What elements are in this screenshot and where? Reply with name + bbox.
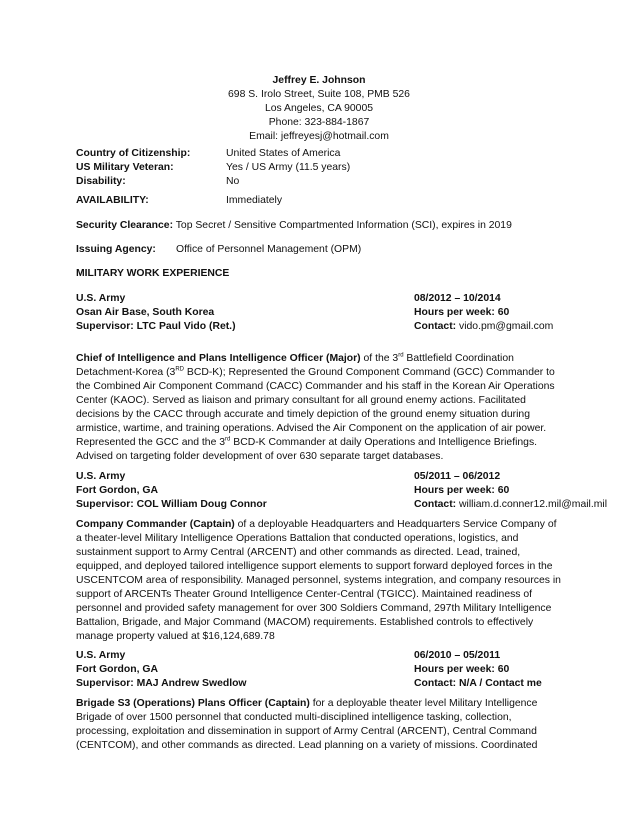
desc-line: the Combined Air Component Command (CACC) Commander and his staff in the Korean Air Operations	[76, 381, 555, 392]
fact-veteran	[76, 161, 566, 175]
desc-text: of a deployable Headquarters and Headquarters Service Company of	[234, 519, 557, 530]
desc-text: Detachment-Korea (3	[76, 367, 176, 378]
job-location: Osan Air Base, South Korea	[76, 307, 215, 318]
desc-line: manage property valued at $16,124,689.78	[76, 631, 275, 642]
clearance-row	[76, 219, 566, 233]
job-entry	[76, 649, 566, 691]
clearance-value: Top Secret / Sensitive Compartmented Information (SCI), expires in 2019	[173, 220, 512, 231]
desc-line: armistice, wartime, and training operations. Advised the Air Component on the application of air power.	[76, 423, 547, 434]
address-line-1: 698 S. Irolo Street, Suite 108, PMB 526	[228, 89, 410, 100]
desc-line: processing, exploitation and dissemination in support of Army Central (ARCENT), Central Command	[76, 726, 537, 737]
availability-row	[76, 194, 566, 208]
address-line-2: Los Angeles, CA 90005	[264, 103, 374, 114]
desc-line: decisions by the CACC through accurate and timely depiction of the ground enemy situation during	[76, 409, 530, 420]
desc-line: sustainment support to Army Central (ARCENT) and other commands as directed. Lead, trained,	[76, 547, 521, 558]
section-title: MILITARY WORK EXPERIENCE	[76, 268, 230, 279]
candidate-name: Jeffrey E. Johnson	[272, 75, 366, 86]
section-heading	[76, 267, 566, 281]
fact-value: No	[226, 176, 240, 187]
desc-line: support of ARCENTs Theater Ground Intelligence Center-Central (TGICC). Maintained readiness of	[76, 589, 533, 600]
fact-label: Disability:	[76, 176, 126, 187]
fact-label: US Military Veteran:	[76, 162, 174, 173]
agency-label: Issuing Agency:	[76, 244, 156, 255]
fact-value: Yes / US Army (11.5 years)	[226, 162, 351, 173]
desc-sup: rd	[398, 352, 404, 359]
phone-line: Phone: 323-884-1867	[268, 117, 370, 128]
desc-line: USCENTCOM area of responsibility. Managed personnel, systems integration, and company resources in	[76, 575, 561, 586]
desc-line: Brigade of over 1500 personnel that conducted multi-disciplined intelligence tasking, collection,	[76, 712, 512, 723]
desc-line: personnel and provided safety management for over 300 Soldiers Command, 297th Military Intelligence	[76, 603, 552, 614]
job-hours: Hours per week: 60	[414, 664, 510, 675]
desc-text: Represented the GCC and the 3	[76, 437, 226, 448]
job-title: Chief of Intelligence and Plans Intelligence Officer (Major)	[76, 353, 361, 364]
desc-line: (CENTCOM), and other commands as directed. Lead planning on a variety of missions. Coordinated	[76, 740, 538, 751]
fact-value: United States of America	[226, 148, 341, 159]
availability-value: Immediately	[226, 195, 283, 206]
job-location: Fort Gordon, GA	[76, 664, 158, 675]
facts-block	[76, 147, 566, 189]
job-title: Brigade S3 (Operations) Plans Officer (Captain)	[76, 698, 310, 709]
job-dates: 05/2011 – 06/2012	[414, 471, 501, 482]
clearance-label: Security Clearance:	[76, 220, 174, 231]
job-org: U.S. Army	[76, 471, 126, 482]
job-contact-label: Contact: N/A / Contact me	[414, 678, 542, 689]
job-contact-value: vido.pm@gmail.com	[456, 321, 554, 332]
job-description	[76, 697, 558, 753]
desc-line: Advised on targeting folder development of over 630 separate target databases.	[76, 451, 444, 462]
job-org: U.S. Army	[76, 293, 126, 304]
desc-line: Center (KAOC). Served as liaison and primary consultant for all ground enemy actions. Facilitated	[76, 395, 526, 406]
desc-text: for a deployable theater level Military Intelligence	[309, 698, 538, 709]
desc-line: Battalion, Brigade, and Major Command (MACOM) requirements. Established controls to effectively	[76, 617, 534, 628]
agency-value: Office of Personnel Management (OPM)	[176, 244, 362, 255]
fact-label: Country of Citizenship:	[76, 148, 191, 159]
job-description	[76, 518, 561, 644]
job-contact-value: william.d.conner12.mil@mail.mil	[456, 499, 607, 510]
job-contact-label: Contact:	[414, 321, 457, 332]
desc-text: BCD-K Commander at daily Operations and Intelligence Briefings.	[230, 437, 538, 448]
job-hours: Hours per week: 60	[414, 307, 510, 318]
email-line: Email: jeffreyesj@hotmail.com	[249, 131, 389, 142]
job-title: Company Commander (Captain)	[76, 519, 235, 530]
job-dates: 06/2010 – 05/2011	[414, 650, 501, 661]
fact-citizenship	[76, 147, 566, 161]
job-entry	[76, 470, 607, 512]
job-supervisor: Supervisor: COL William Doug Connor	[76, 499, 267, 510]
desc-text: of the 3	[360, 353, 399, 364]
desc-sup: RD	[175, 366, 185, 373]
fact-disability	[76, 175, 566, 189]
job-contact-label: Contact:	[414, 499, 457, 510]
desc-line: a theater-level Military Intelligence Operations Battalion that conducted operations, logistics, and	[76, 533, 519, 544]
job-dates: 08/2012 – 10/2014	[414, 293, 501, 304]
job-hours: Hours per week: 60	[414, 485, 510, 496]
job-supervisor: Supervisor: LTC Paul Vido (Ret.)	[76, 321, 236, 332]
contact-header	[0, 74, 638, 144]
job-description	[76, 352, 558, 464]
desc-text: Battlefield Coordination	[403, 353, 514, 364]
job-location: Fort Gordon, GA	[76, 485, 158, 496]
desc-sup: rd	[225, 436, 231, 443]
desc-line: equipped, and deployed tailored intelligence support elements to support forward deployed forces in the	[76, 561, 553, 572]
job-entry	[76, 292, 566, 334]
availability-label: AVAILABILITY:	[76, 195, 149, 206]
job-org: U.S. Army	[76, 650, 126, 661]
desc-text: BCD-K); Represented the Ground Component Command (GCC) Commander to	[184, 367, 555, 378]
agency-row	[76, 243, 566, 257]
job-supervisor: Supervisor: MAJ Andrew Swedlow	[76, 678, 247, 689]
